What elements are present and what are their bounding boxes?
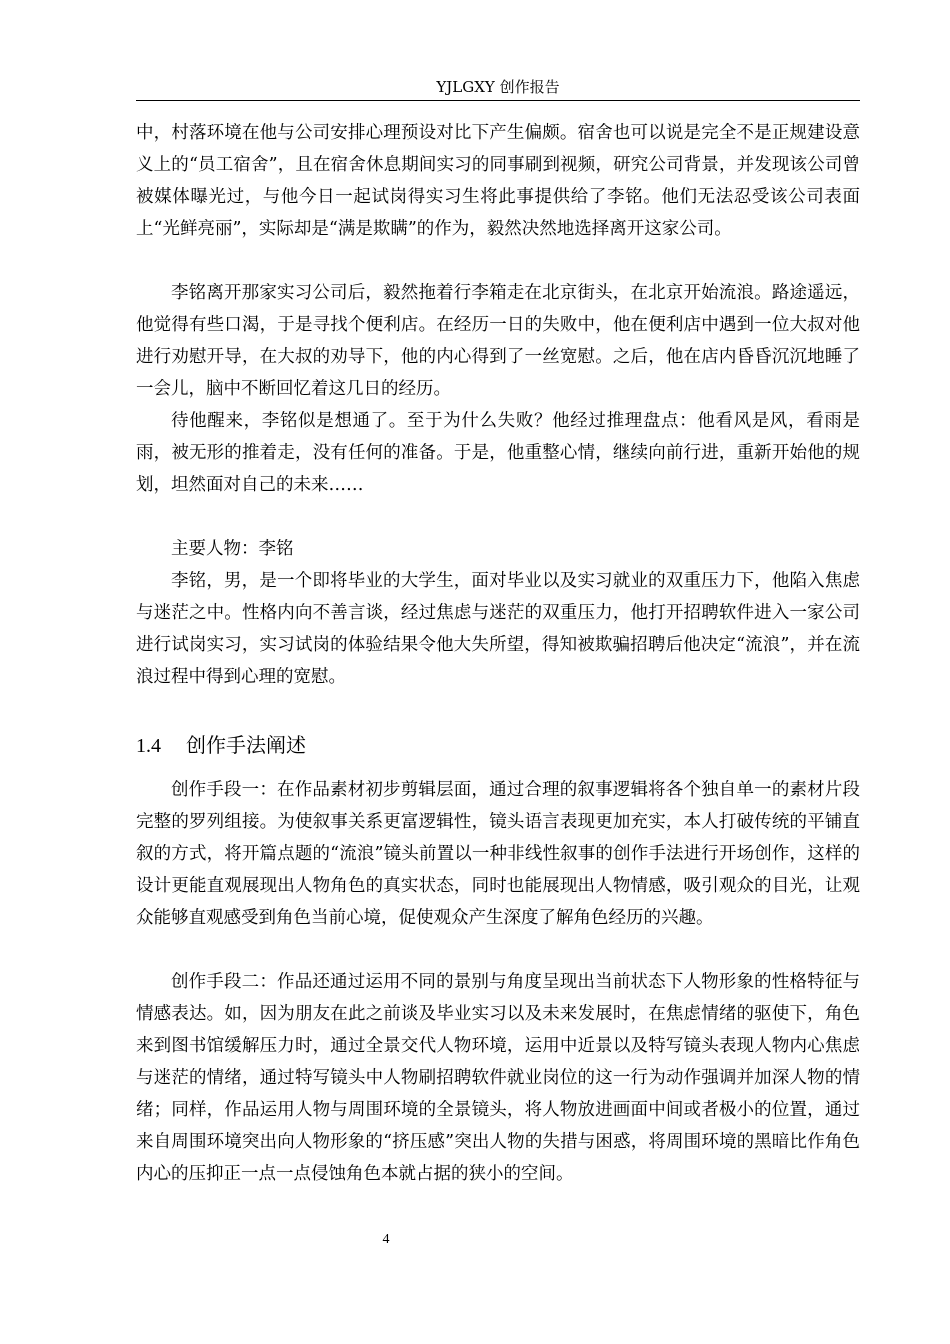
paragraph-awakening: 待他醒来，李铭似是想通了。至于为什么失败？他经过推理盘点：他看风是风，看雨是雨，被无形的推着走，没有任何的准备。于是，他重整心情，继续向前行进，重新开始他的规划，坦然面对自己的未来…… [136,411,860,495]
paragraph-technique-two: 创作手段二：作品还通过运用不同的景别与角度呈现出当前状态下人物形象的性格特征与情感表达。如，因为朋友在此之前谈及毕业实习以及未来发展时，在焦虑情绪的驱使下，角色来到图书馆缓解压力时，通过全景交代人物环境，运用中近景以及特写镜头表现人物内心焦虑与迷茫的情绪，通过特写镜头中人物刷招聘软件就业岗位的这一行为动作强调并加深人物的情绪；同样，作品运用人物与周围环境的全景镜头，将人物放进画面中间或者极小的位置，通过来自周围环境突出向人物形象的“挤压感”突出人物的失措与困惑，将周围环境的黑暗比作角色内心的压抑正一点一点侵蚀角色本就占据的狭小的空间。 [136,972,860,1184]
paragraph-wandering: 李铭离开那家实习公司后，毅然拖着行李箱走在北京街头，在北京开始流浪。路途遥远，他觉得有些口渴，于是寻找个便利店。在经历一日的失败中，他在便利店中遇到一位大叔对他进行劝慰开导，在大叔的劝导下，他的内心得到了一丝宽慰。之后，他在店内昏昏沉沉地睡了一会儿，脑中不断回忆着这几日的经历。 [136,283,860,399]
section-heading [136,729,860,762]
page-number: 4 [382,1232,390,1247]
paragraph-technique-one: 创作手段一：在作品素材初步剪辑层面，通过合理的叙事逻辑将各个独自单一的素材片段完整的罗列组接。为使叙事关系更富逻辑性，镜头语言表现更加充实，本人打破传统的平铺直叙的方式，将开篇点题的“流浪”镜头前置以一种非线性叙事的创作手法进行开场创作，这样的设计更能直观展现出人物角色的真实状态，同时也能展现出人物情感，吸引观众的目光，让观众能够直观感受到角色当前心境，促使观众产生深度了解角色经历的兴趣。 [136,780,860,928]
section-number: 1.4 [136,735,161,757]
page-header: YJLGXY 创作报告 [436,78,560,96]
paragraph-continuation: 中，村落环境在他与公司安排心理预设对比下产生偏颇。宿舍也可以说是完全不是正规建设意义上的“员工宿舍”，且在宿舍休息期间实习的同事刷到视频，研究公司背景，并发现该公司曾被媒体曝光过，与他今日一起试岗得实习生将此事提供给了李铭。他们无法忍受该公司表面上“光鲜亮丽”，实际却是“满是欺瞒”的作为，毅然决然地选择离开这家公司。 [136,123,860,239]
main-character-label: 主要人物：李铭 [171,539,294,559]
section-title: 创作手法阐述 [186,733,306,757]
header-divider [136,100,860,101]
paragraph-character-description: 李铭，男，是一个即将毕业的大学生，面对毕业以及实习就业的双重压力下，他陷入焦虑与迷茫之中。性格内向不善言谈，经过焦虑与迷茫的双重压力，他打开招聘软件进入一家公司进行试岗实习，实习试岗的体验结果令他大失所望，得知被欺骗招聘后他决定“流浪”，并在流浪过程中得到心理的宽慰。 [136,571,860,687]
